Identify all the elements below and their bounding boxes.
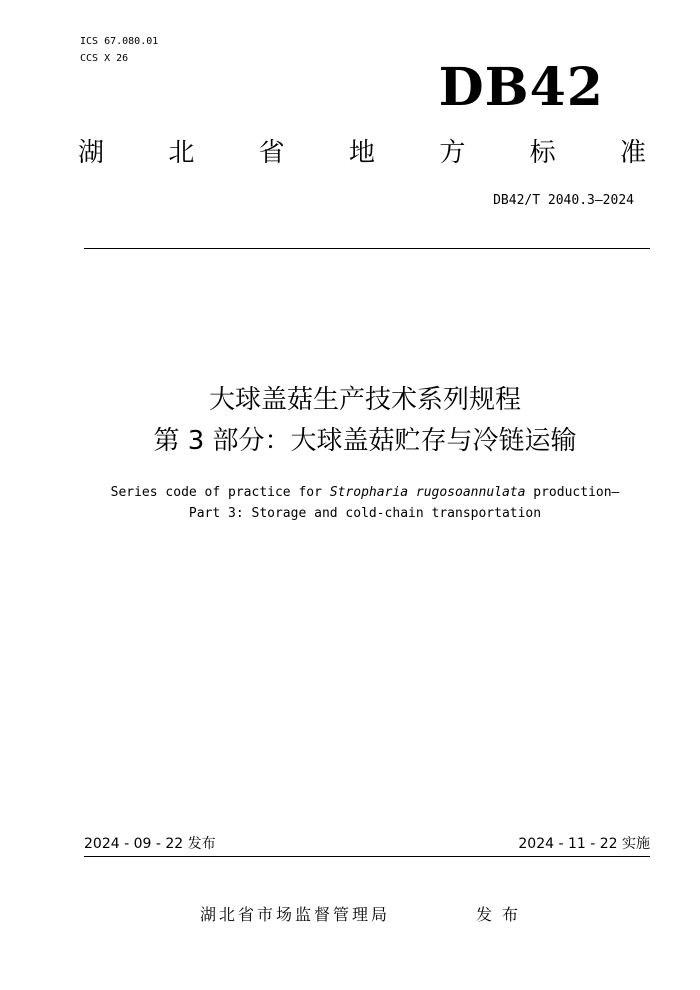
title-en-pre: Series code of practice for <box>110 485 330 500</box>
bottom-divider <box>84 856 650 857</box>
ccs-code: CCS X 26 <box>80 53 129 64</box>
title-en-post: production— <box>525 485 620 500</box>
ics-code: ICS 67.080.01 <box>80 36 159 47</box>
standard-type-char: 地 <box>348 138 375 168</box>
standard-type-char: 方 <box>439 138 466 168</box>
standard-type-char: 准 <box>619 138 646 168</box>
publish-label: 发布 <box>476 905 529 924</box>
standard-type-char: 标 <box>529 138 556 168</box>
standard-type-heading <box>78 136 646 170</box>
standard-type-char: 省 <box>258 138 285 168</box>
implementation-date: 2024 - 11 - 22 实施 <box>518 836 650 852</box>
title-cn-line1: 大球盖菇生产技术系列规程 <box>208 385 521 415</box>
title-cn-line2: 第 3 部分：大球盖菇贮存与冷链运输 <box>153 426 577 456</box>
title-en-scientific-name: Stropharia rugosoannulata <box>329 485 526 500</box>
issue-date: 2024 - 09 - 22 发布 <box>84 836 216 852</box>
standard-type-char: 湖 <box>78 138 105 168</box>
title-en-line1 <box>0 483 700 503</box>
standard-number: DB42/T 2040.3—2024 <box>493 193 634 208</box>
standard-type-char: 北 <box>168 138 195 168</box>
top-divider <box>84 248 650 249</box>
publisher-name: 湖北省市场监督管理局 <box>200 905 391 924</box>
title-en-line2: Part 3: Storage and cold-chain transportation <box>188 506 542 521</box>
standard-code-logo: DB42 <box>438 57 604 118</box>
